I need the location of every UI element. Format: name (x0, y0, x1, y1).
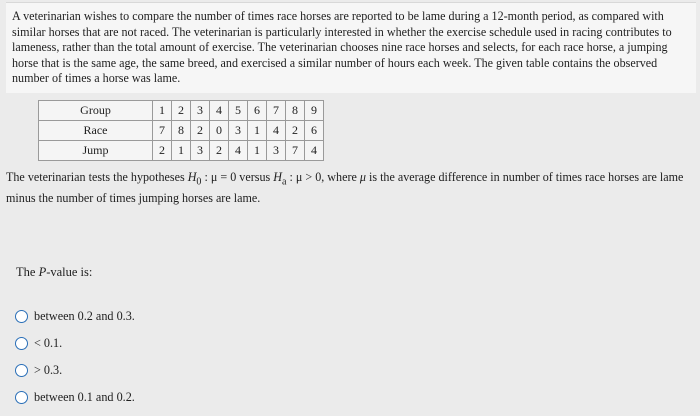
table-cell: 6 (248, 101, 267, 121)
table-cell: 5 (229, 101, 248, 121)
table-cell: 3 (191, 141, 210, 161)
hypotheses-intro: The veterinarian tests the hypotheses (6, 170, 188, 184)
table-cell: 2 (153, 141, 172, 161)
table-cell: 1 (248, 121, 267, 141)
answer-option-label: > 0.3. (34, 362, 63, 377)
answer-option-label: < 0.1. (34, 335, 63, 350)
table-cell: 1 (248, 141, 267, 161)
hypotheses-text (6, 169, 696, 206)
table-cell: 2 (210, 141, 229, 161)
ha-symbol: H (273, 170, 282, 184)
answer-option[interactable] (15, 389, 135, 405)
table-cell: 7 (286, 141, 305, 161)
table-cell: 9 (305, 101, 324, 121)
table-cell: 2 (286, 121, 305, 141)
answer-options (15, 308, 135, 416)
table-row-group (39, 101, 324, 121)
problem-text: A veterinarian wishes to compare the number of times race horses are reported to be lame during a 12-month period, as compared with similar horses that are not raced. The veterinarian is particularly interested in whether the exercise schedule used in racing contributes to lameness, rather than the total amount of exercise. The veterinarian chooses nine race horses and selects, for each race horse, a jumping horse that is the same age, the same breed, and exercised a similar number of hours each week. The given table contains the observed number of times a horse was lame. (12, 9, 672, 86)
table-cell: 2 (172, 101, 191, 121)
table-cell: 7 (267, 101, 286, 121)
radio-button[interactable] (15, 391, 28, 404)
hypotheses-tail: is the average difference in number of times race horses are lame minus the number of times jumping horses are lame. (6, 170, 684, 206)
question-label (16, 265, 92, 280)
table-row-race (39, 121, 324, 141)
table-cell: 1 (172, 141, 191, 161)
table-cell: 8 (172, 121, 191, 141)
table-cell: 1 (153, 101, 172, 121)
table-cell: 4 (305, 141, 324, 161)
question-suffix: -value is: (46, 265, 93, 279)
table-cell: 3 (191, 101, 210, 121)
table-cell: 4 (229, 141, 248, 161)
question-prefix: The (16, 265, 39, 279)
answer-option-label: between 0.1 and 0.2. (34, 389, 135, 404)
mu-symbol: μ (359, 170, 366, 184)
question-p: P (38, 265, 47, 279)
table-cell: 8 (286, 101, 305, 121)
answer-option[interactable] (15, 308, 135, 324)
table-cell: 3 (267, 141, 286, 161)
radio-button[interactable] (15, 310, 28, 323)
radio-button[interactable] (15, 364, 28, 377)
h0-equation: : μ = 0 versus (201, 170, 274, 184)
table-row-jump (39, 141, 324, 161)
table-cell: 4 (267, 121, 286, 141)
table-cell: 3 (229, 121, 248, 141)
table-cell: 2 (191, 121, 210, 141)
radio-button[interactable] (15, 337, 28, 350)
data-table (38, 100, 324, 161)
row-label: Race (39, 121, 153, 141)
answer-option[interactable] (15, 362, 135, 378)
table-cell: 6 (305, 121, 324, 141)
ha-equation: : μ > 0, where (286, 170, 360, 184)
row-label: Group (39, 101, 153, 121)
h0-subscript: 0 (196, 176, 202, 188)
table-cell: 4 (210, 101, 229, 121)
h0-symbol: H (187, 170, 197, 184)
table-cell: 7 (153, 121, 172, 141)
problem-statement (6, 2, 696, 93)
answer-option-label: between 0.2 and 0.3. (34, 308, 135, 323)
table-cell: 0 (210, 121, 229, 141)
row-label: Jump (39, 141, 153, 161)
answer-option[interactable] (15, 335, 135, 351)
ha-subscript: a (281, 176, 287, 188)
